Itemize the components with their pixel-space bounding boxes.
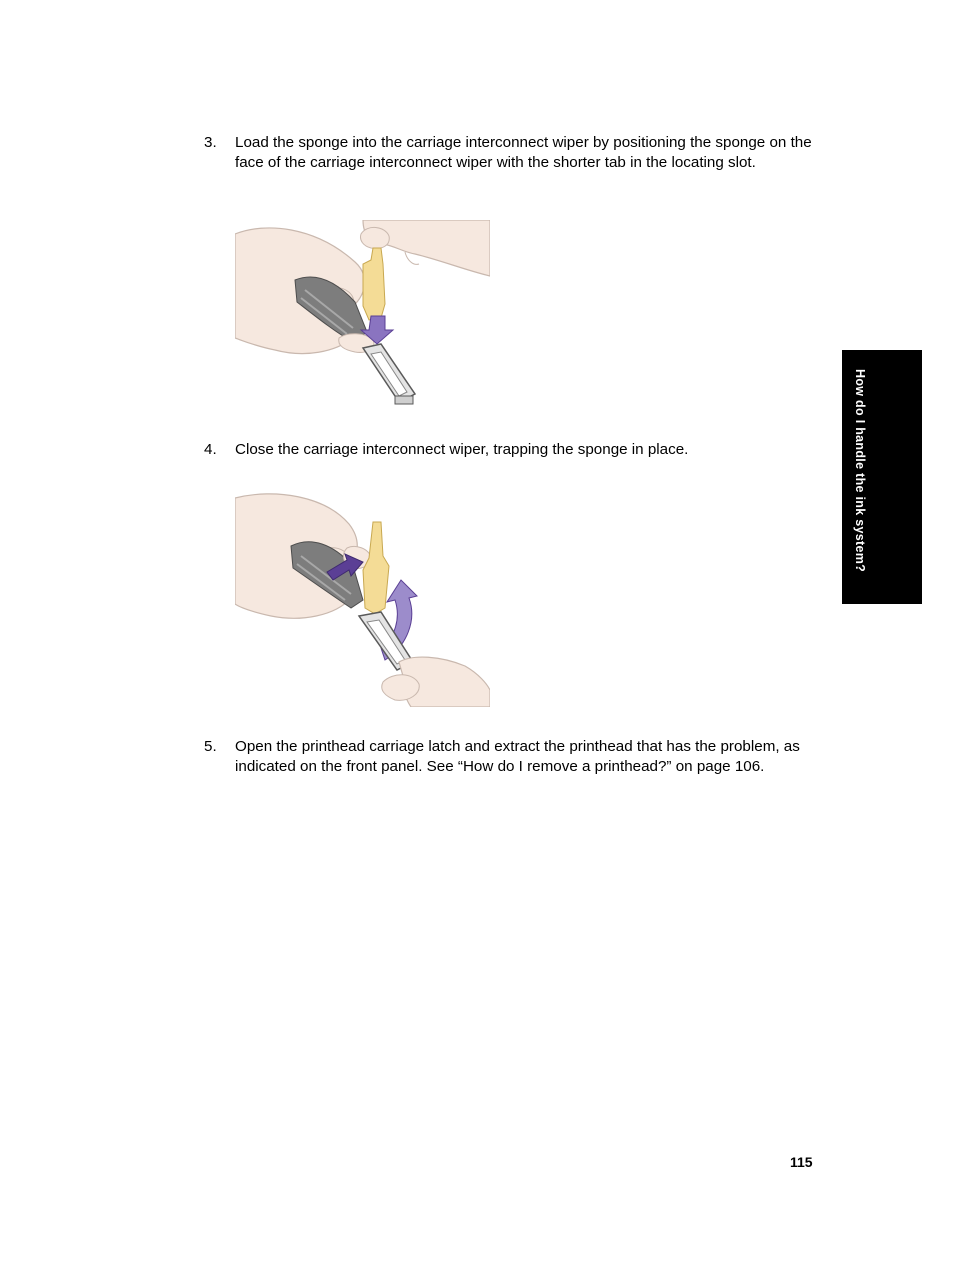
step-number: 4. — [204, 441, 217, 458]
step-number: 3. — [204, 134, 217, 151]
step-text: Open the printhead carriage latch and extract the printhead that has the problem, as indicated on the front panel. See “How do I remove a printhead?” on page 106. — [235, 738, 800, 775]
chapter-side-tab — [842, 350, 922, 604]
illustration-close-wiper — [235, 490, 490, 707]
illustration-load-sponge — [235, 220, 490, 408]
step-text: Close the carriage interconnect wiper, trapping the sponge in place. — [235, 441, 689, 458]
step-number: 5. — [204, 738, 217, 755]
page-number: 115 — [790, 1154, 813, 1170]
step-text: Load the sponge into the carriage interconnect wiper by positioning the sponge on the face of the carriage interconnect wiper with the shorter tab in the locating slot. — [235, 134, 812, 171]
chapter-side-tab-label: How do I handle the ink system? — [853, 369, 867, 573]
